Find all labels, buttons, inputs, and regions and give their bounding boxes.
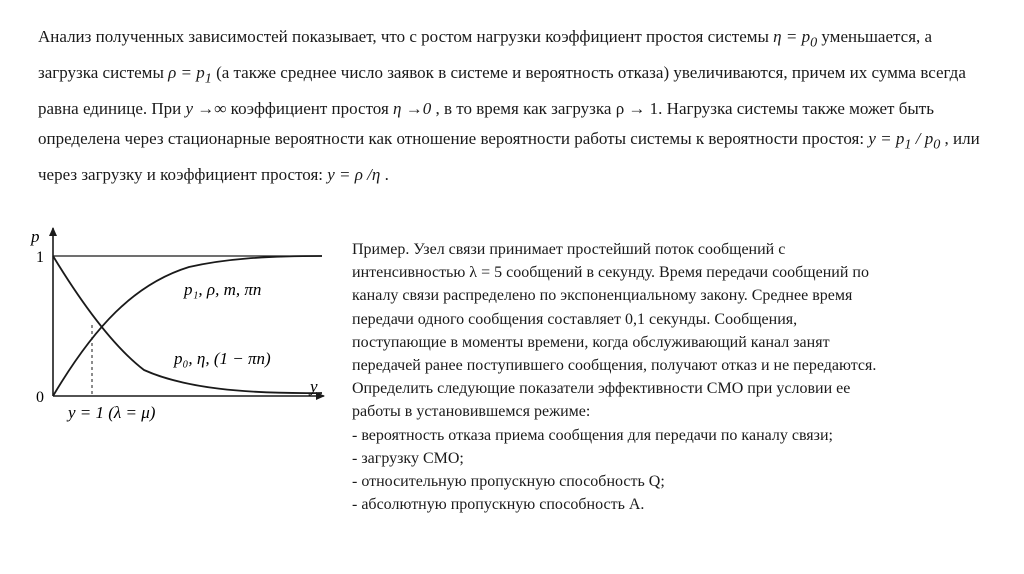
eta-p0-formula: $\eta = p_0$ (773, 27, 818, 51)
lower-curve-label: p₀, η, (1 − πп) (174, 349, 271, 368)
task-item: - вероятность отказа приема сообщения для передачи по каналу связи; (352, 426, 833, 444)
example-block (352, 238, 1022, 516)
y-axis-label: p (31, 227, 40, 246)
intro-text: (а также среднее число заявок в системе и вероятность отказа) увеличиваются, причем их сумма всегда равна единице. При (38, 62, 966, 118)
tick-label-zero: 0 (36, 389, 44, 406)
y-rho-eta-formula: y = ρ /η (327, 165, 381, 185)
example-line: работы в установившемся режиме: (352, 403, 591, 421)
intro-text: , или через загрузку и коэффициент простоя: (38, 129, 980, 185)
intro-text: , в то время как загрузка ρ → 1. Нагрузка системы также может быть определена через стационарные вероятности как отношение вероятности работы системы к вероятности простоя: (38, 98, 934, 149)
upper-curve (53, 256, 322, 396)
x-axis-label: y (310, 377, 318, 396)
intro-paragraph (38, 22, 988, 191)
tick-label-one: 1 (36, 249, 44, 266)
upper-curve-label: p₁, ρ, m, πп (184, 280, 262, 299)
lower-curve (53, 256, 322, 393)
dependency-graph (24, 222, 344, 448)
intro-text: уменьшается, а загрузка системы (38, 27, 933, 82)
example-line: поступающие в моменты времени, когда обслуживающий канал занят (352, 333, 830, 351)
intro-text: Анализ полученных зависимостей показывает, что с ростом нагрузки коэффициент простоя системы (38, 27, 774, 46)
example-line: Определить следующие показатели эффективности СМО при условии ее (352, 380, 851, 398)
example-line: передачей ранее поступившего сообщения, получают отказ и не передаются. (352, 357, 877, 375)
crossing-point-label: y = 1 (λ = μ) (68, 403, 156, 422)
task-item: - загрузку СМО; (352, 449, 464, 467)
y-ratio-formula: $y = p_1 / p_0$ (868, 129, 941, 153)
example-line: Пример. Узел связи принимает простейший поток сообщений с (352, 241, 786, 258)
example-line: каналу связи распределено по экспоненциальному закону. Среднее время (352, 287, 853, 305)
intro-text: . (380, 165, 389, 185)
dependency-figure (24, 222, 344, 448)
task-item: - относительную пропускную способность Q; (352, 473, 665, 491)
intro-text: коэффициент простоя (226, 98, 394, 118)
eta-zero-formula: η →0 (393, 98, 432, 118)
example-line: интенсивностью λ = 5 сообщений в секунду. Время передачи сообщений по (352, 264, 869, 282)
task-item: - абсолютную пропускную способность А. (352, 496, 645, 514)
rho-p1-formula: $\rho = p_1$ (168, 62, 212, 87)
example-line: передачи одного сообщения составляет 0,1 секунды. Сообщения, (352, 310, 798, 328)
y-infinity-formula: y →∞ (185, 98, 227, 118)
